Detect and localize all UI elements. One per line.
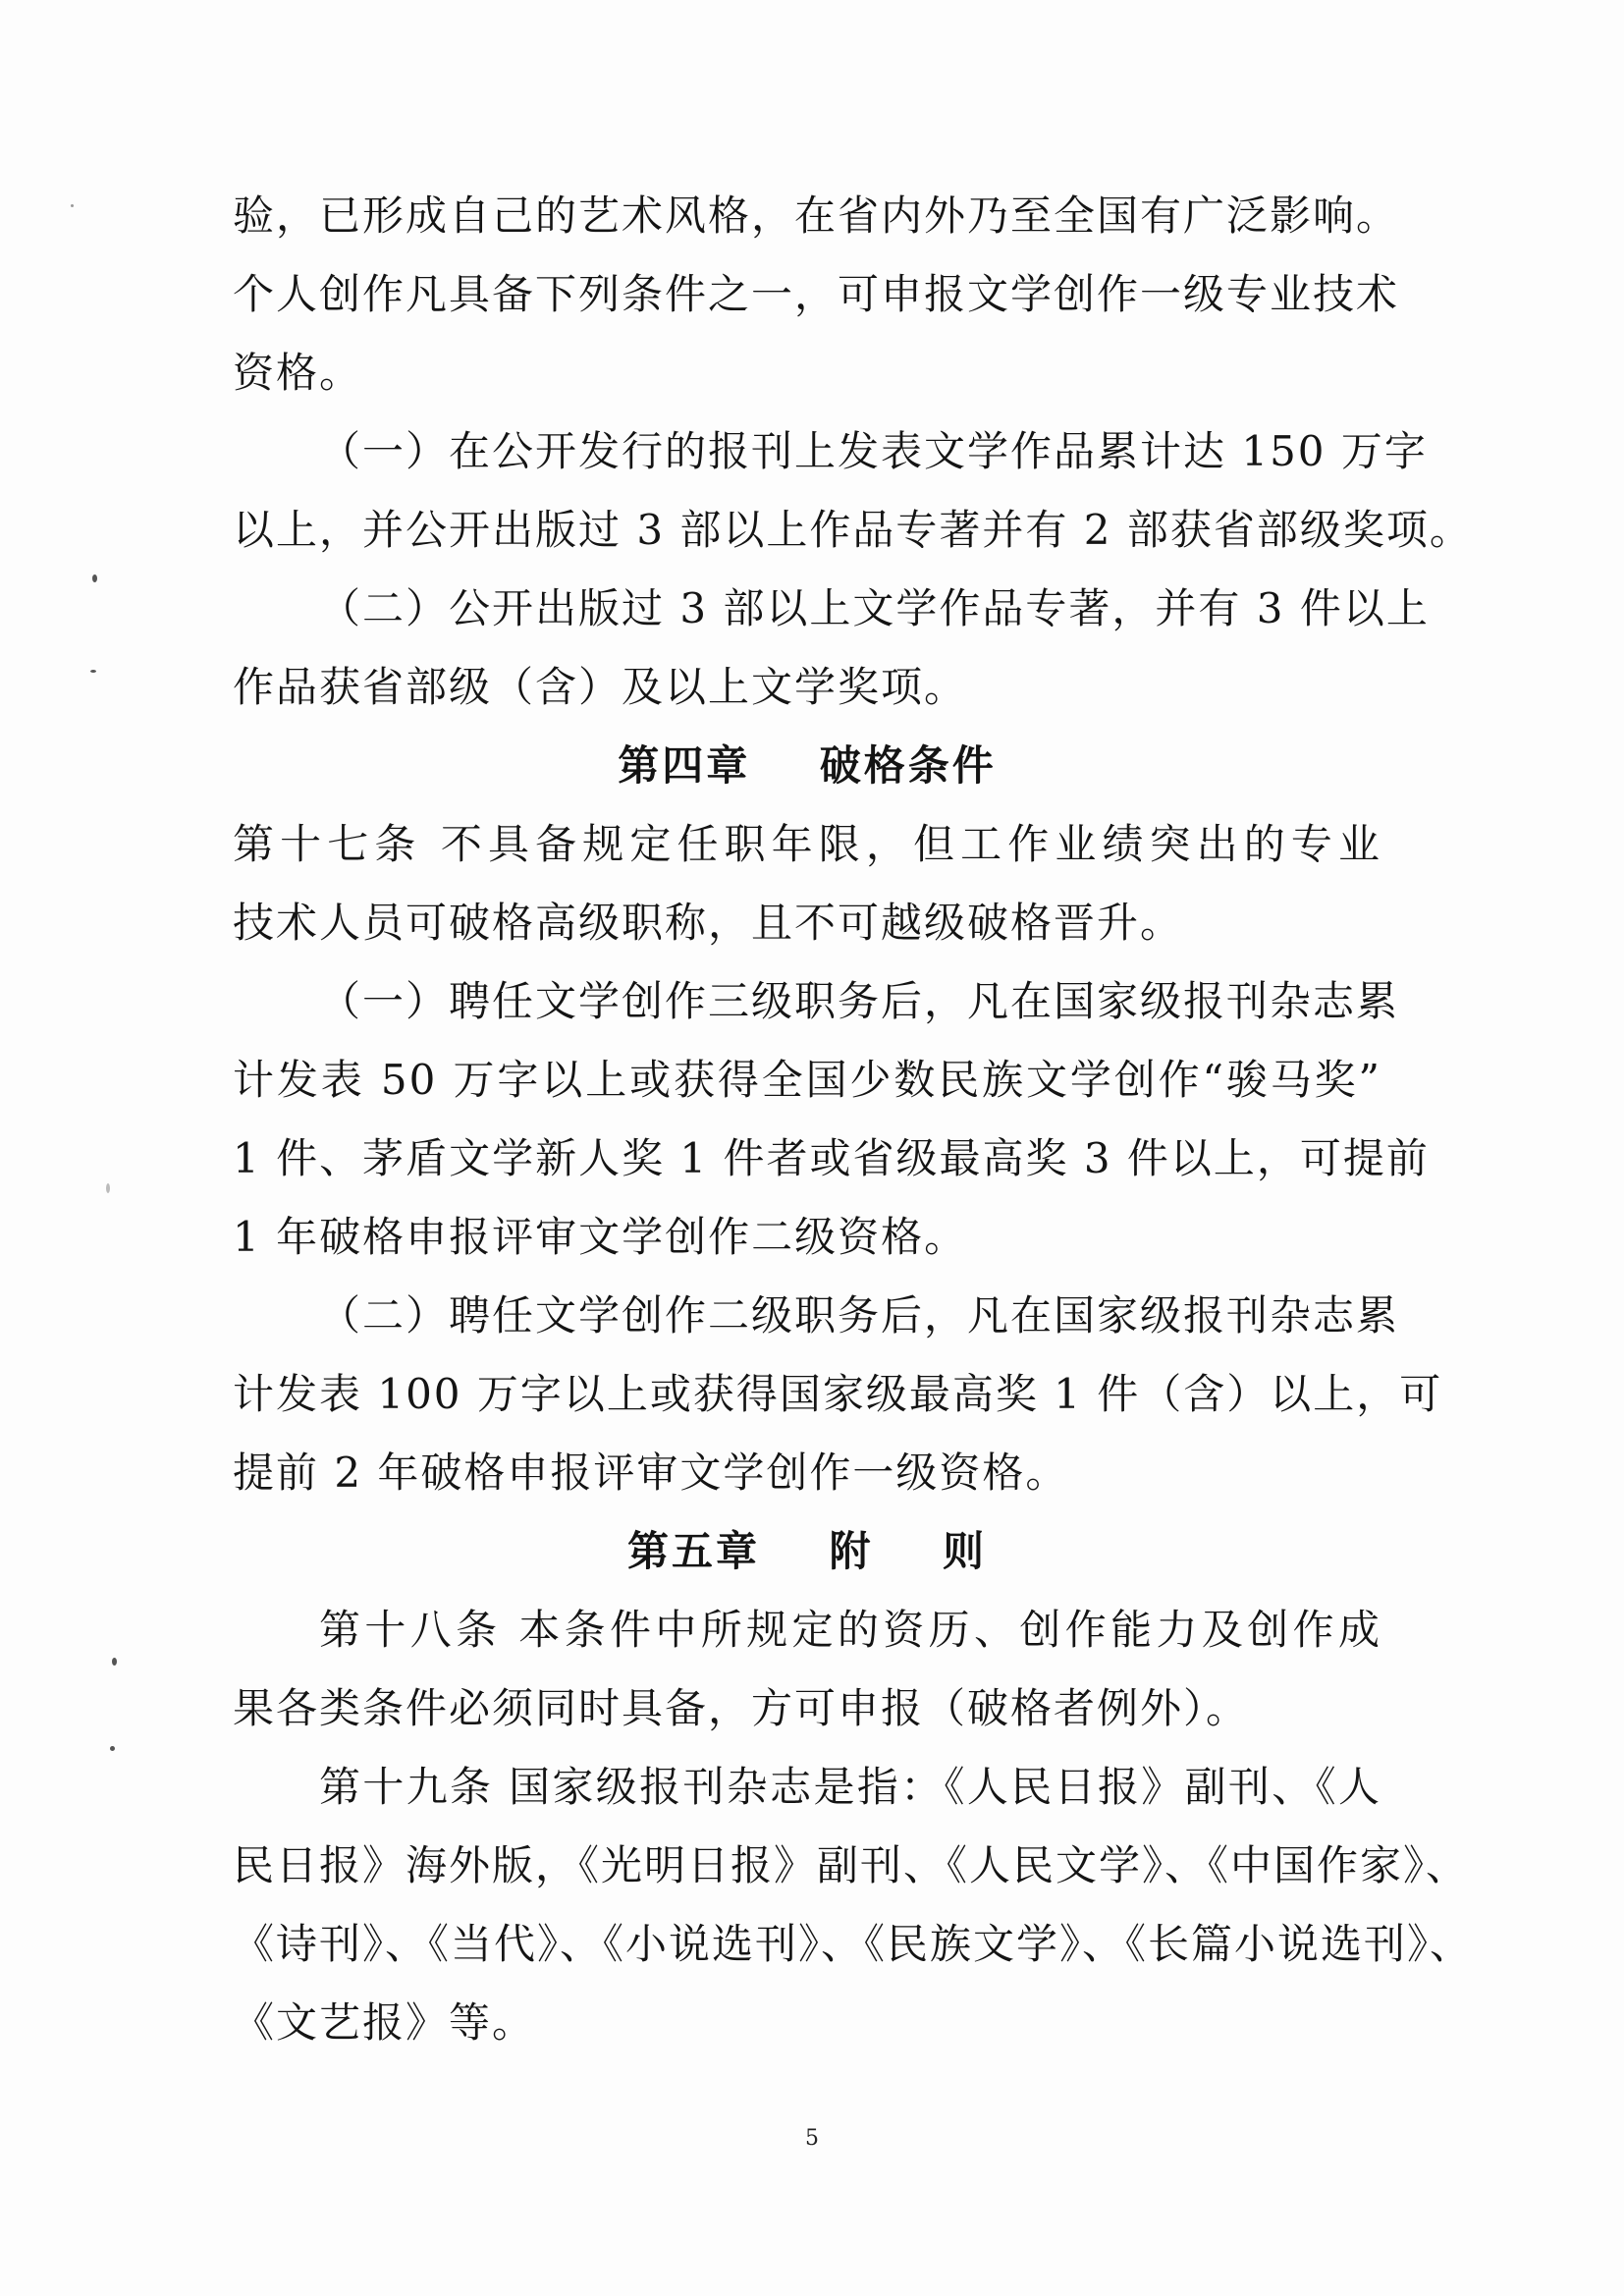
text-line: 提前 2 年破格申报评审文学创作一级资格。: [233, 1449, 1069, 1497]
text-line: 民日报》海外版，《光明日报》副刊、《人民文学》、《中国作家》、: [233, 1841, 1470, 1889]
text-line: 果各类条件必须同时具备，方可申报（破格者例外）。: [233, 1684, 1250, 1732]
page-number: 5: [805, 2126, 819, 2151]
scan-speck: [92, 574, 97, 582]
paragraph: [233, 962, 1430, 1277]
paragraph: [233, 1748, 1474, 2062]
text-line: 1 件、茅盾文学新人奖 1 件者或省级最高奖 3 件以上，可提前: [233, 1134, 1430, 1182]
text-line: 《文艺报》等。: [233, 1998, 536, 2047]
paragraph: [233, 412, 1473, 570]
text-line: （一）聘任文学创作三级职务后，凡在国家级报刊杂志累: [319, 977, 1400, 1025]
chapter-heading: 第四章 破格条件: [618, 741, 997, 790]
text-line: 以上，并公开出版过 3 部以上作品专著并有 2 部获省部级奖项。: [233, 506, 1473, 554]
text-line: 计发表 50 万字以上或获得全国少数民族文学创作“骏马奖”: [233, 1056, 1381, 1104]
paragraph: [233, 805, 1381, 962]
scan-speck: [110, 1746, 115, 1751]
text-line: 1 年破格申报评审文学创作二级资格。: [233, 1213, 968, 1261]
text-line: 第十八条 本条件中所规定的资历、创作能力及创作成: [319, 1606, 1381, 1654]
text-line: 技术人员可破格高级职称，且不可越级破格晋升。: [233, 899, 1184, 947]
scan-speck: [90, 670, 96, 673]
text-line: 第十七条 不具备规定任职年限，但工作业绩突出的专业: [233, 820, 1381, 868]
text-line: （一）在公开发行的报刊上发表文学作品累计达 150 万字: [319, 427, 1428, 475]
paragraph: [233, 570, 1430, 727]
paragraph: [233, 177, 1400, 412]
chapter-heading: 第五章 附 则: [627, 1527, 987, 1575]
text-line: 验，已形成自己的艺术风格，在省内外乃至全国有广泛影响。: [233, 191, 1400, 240]
text-line: 资格。: [233, 349, 363, 397]
scan-speck: [106, 1183, 110, 1193]
text-line: （二）聘任文学创作二级职务后，凡在国家级报刊杂志累: [319, 1291, 1400, 1339]
document-body: [233, 177, 1474, 2062]
text-line: 个人创作凡具备下列条件之一，可申报文学创作一级专业技术: [233, 270, 1400, 318]
text-line: 第十九条 国家级报刊杂志是指：《人民日报》副刊、《人: [319, 1763, 1381, 1811]
text-line: 计发表 100 万字以上或获得国家级最高奖 1 件（含）以上，可: [233, 1370, 1443, 1418]
paragraph: [233, 1591, 1381, 1748]
scan-speck: [112, 1658, 117, 1666]
paragraph: [233, 1277, 1443, 1512]
text-line: 作品获省部级（含）及以上文学奖项。: [233, 663, 968, 711]
text-line: （二）公开出版过 3 部以上文学作品专著，并有 3 件以上: [319, 584, 1430, 632]
text-line: 《诗刊》、《当代》、《小说选刊》、《民族文学》、《长篇小说选刊》、: [233, 1920, 1474, 1968]
scan-speck: [71, 204, 74, 207]
